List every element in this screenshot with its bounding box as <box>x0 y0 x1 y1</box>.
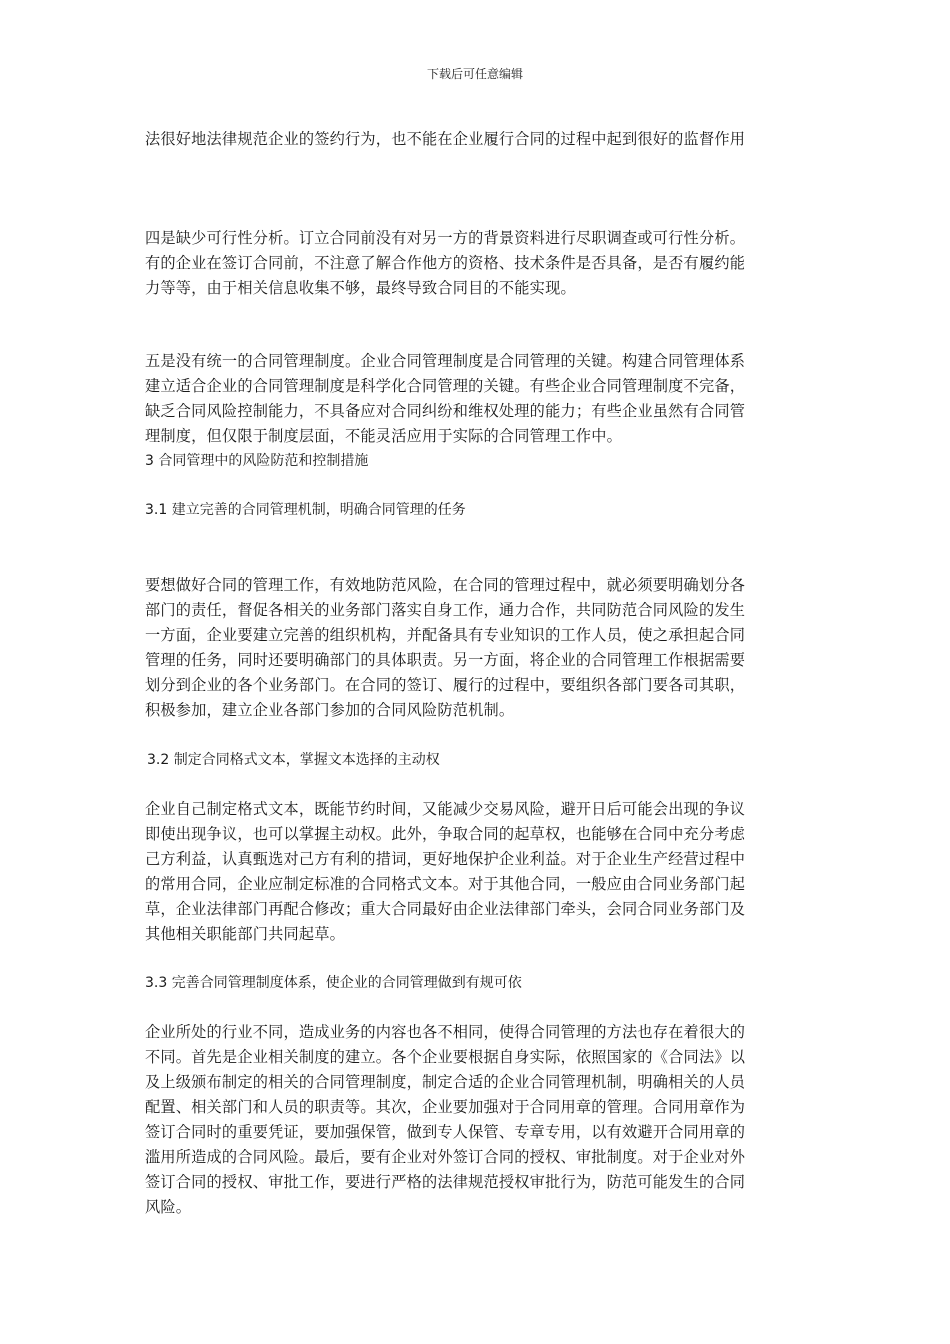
section-heading-3: 3 合同管理中的风险防范和控制措施 <box>145 453 369 469</box>
paragraph-line: 不同。首先是企业相关制度的建立。各个企业要根据自身实际，依照国家的《合同法》以 <box>145 1048 746 1066</box>
paragraph-feasibility <box>145 226 810 301</box>
paragraph-line: 管理的任务，同时还要明确部门的具体职责。另一方面，将企业的合同管理工作根据需要 <box>145 651 746 669</box>
paragraph-line: 及上级颁布制定的相关的合同管理制度，制定合适的企业合同管理机制，明确相关的人员 <box>145 1073 746 1091</box>
paragraph-line: 积极参加，建立企业各部门参加的合同风险防范机制。 <box>145 701 515 719</box>
paragraph-line: 五是没有统一的合同管理制度。企业合同管理制度是合同管理的关键。构建合同管理体系 <box>145 352 746 370</box>
paragraph-format-text <box>145 797 810 947</box>
section-heading-3-3: 3.3 完善合同管理制度体系，使企业的合同管理做到有规可依 <box>145 975 522 991</box>
paragraph-line: 签订合同时的重要凭证，要加强保管，做到专人保管、专章专用，以有效避开合同用章的 <box>145 1123 746 1141</box>
paragraph-line: 草，企业法律部门再配合修改；重大合同最好由企业法律部门牵头，会同合同业务部门及 <box>145 900 746 918</box>
paragraph-line: 企业所处的行业不同，造成业务的内容也各不相同，使得合同管理的方法也存在着很大的 <box>145 1023 746 1041</box>
paragraph-line: 风险。 <box>145 1198 192 1216</box>
paragraph-line: 要想做好合同的管理工作，有效地防范风险，在合同的管理过程中，就必须要明确划分各 <box>145 576 746 594</box>
paragraph-line: 即使出现争议，也可以掌握主动权。此外，争取合同的起草权，也能够在合同中充分考虑 <box>145 825 746 843</box>
paragraph-responsibilities <box>145 573 810 723</box>
paragraph-line: 力等等，由于相关信息收集不够，最终导致合同目的不能实现。 <box>145 279 576 297</box>
paragraph-line: 法很好地法律规范企业的签约行为，也不能在企业履行合同的过程中起到很好的监督作用 <box>145 130 746 148</box>
paragraph-system-rules <box>145 1020 810 1220</box>
page-header: 下载后可任意编辑 <box>426 67 523 81</box>
paragraph-line: 其他相关职能部门共同起草。 <box>145 925 346 943</box>
paragraph-line: 签订合同的授权、审批工作，要进行严格的法律规范授权审批行为，防范可能发生的合同 <box>145 1173 746 1191</box>
paragraph-line: 建立适合企业的合同管理制度是科学化合同管理的关键。有些企业合同管理制度不完备， <box>145 377 746 395</box>
paragraph-line: 四是缺少可行性分析。订立合同前没有对另一方的背景资料进行尽职调查或可行性分析。 <box>145 229 746 247</box>
section-heading-3-2: 3.2 制定合同格式文本，掌握文本选择的主动权 <box>147 752 440 768</box>
paragraph-line: 己方利益，认真甄选对己方有利的措词，更好地保护企业利益。对于企业生产经营过程中 <box>145 850 746 868</box>
section-heading-3-1: 3.1 建立完善的合同管理机制，明确合同管理的任务 <box>145 502 466 518</box>
paragraph-line: 企业自己制定格式文本，既能节约时间，又能减少交易风险，避开日后可能会出现的争议 <box>145 800 746 818</box>
paragraph-line: 理制度，但仅限于制度层面，不能灵活应用于实际的合同管理工作中。 <box>145 427 623 445</box>
paragraph-line: 的常用合同，企业应制定标准的合同格式文本。对于其他合同，一般应由合同业务部门起 <box>145 875 746 893</box>
paragraph-line: 有的企业在签订合同前，不注意了解合作他方的资格、技术条件是否具备，是否有履约能 <box>145 254 746 272</box>
paragraph-line: 划分到企业的各个业务部门。在合同的签订、履行的过程中，要组织各部门要各司其职， <box>145 676 746 694</box>
paragraph-supervision <box>145 127 810 152</box>
paragraph-line: 滥用所造成的合同风险。最后，要有企业对外签订合同的授权、审批制度。对于企业对外 <box>145 1148 746 1166</box>
paragraph-line: 一方面，企业要建立完善的组织机构，并配备具有专业知识的工作人员，使之承担起合同 <box>145 626 746 644</box>
paragraph-line: 缺乏合同风险控制能力，不具备应对合同纠纷和维权处理的能力；有些企业虽然有合同管 <box>145 402 746 420</box>
paragraph-line: 部门的责任，督促各相关的业务部门落实自身工作，通力合作，共同防范合同风险的发生 <box>145 601 746 619</box>
paragraph-management-system <box>145 349 810 449</box>
paragraph-line: 配置、相关部门和人员的职责等。其次，企业要加强对于合同用章的管理。合同用章作为 <box>145 1098 746 1116</box>
